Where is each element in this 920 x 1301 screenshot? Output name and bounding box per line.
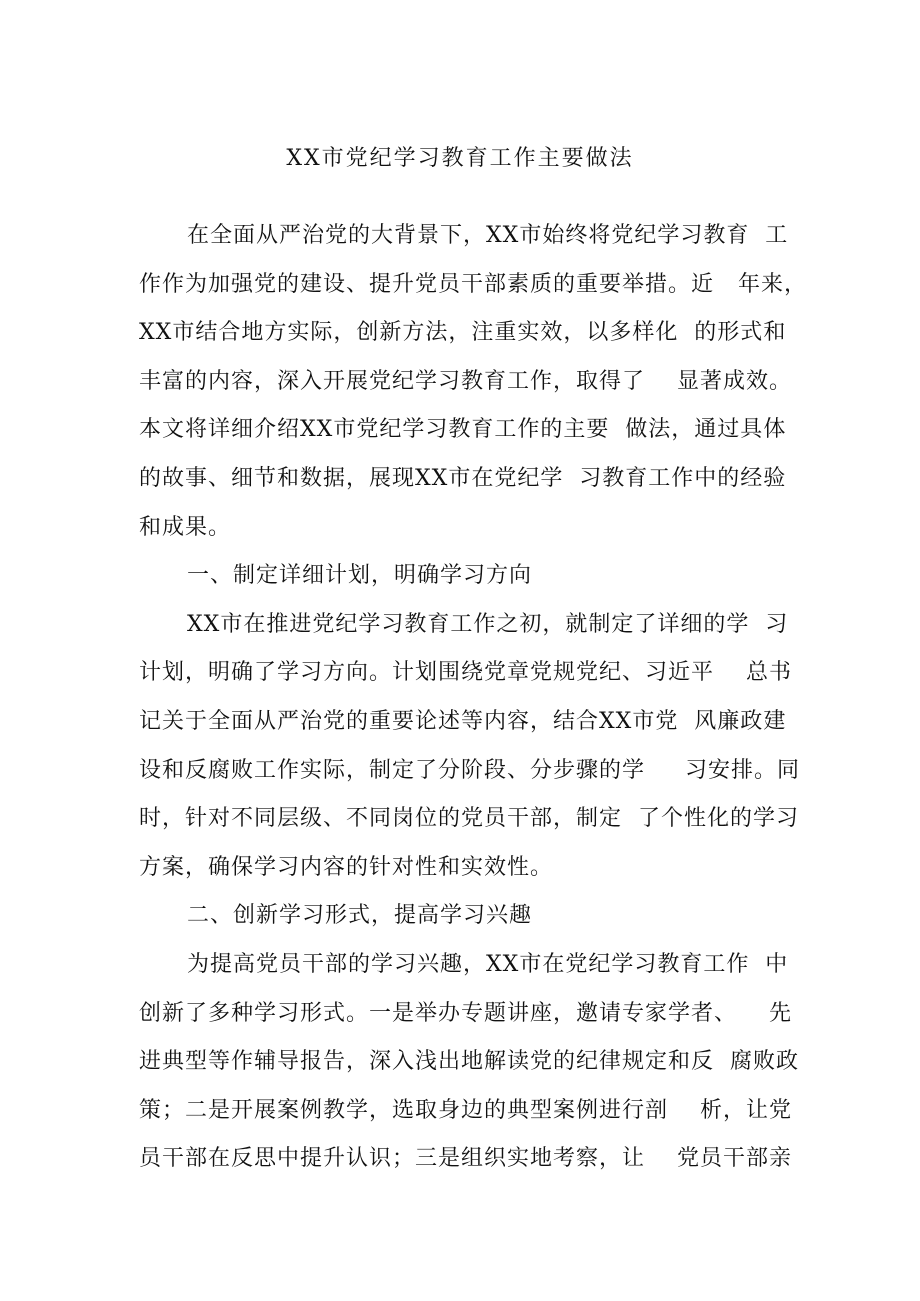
text-line: 和成果。 (139, 514, 232, 540)
text-line: 策；二是开展案例教学，选取身边的典型案例进行剖 析，让党 (139, 1097, 792, 1123)
text-line: 方案，确保学习内容的针对性和实效性。 (139, 854, 554, 880)
text-line: 记关于全面从严治党的重要论述等内容，结合XX市党 风廉政建 (139, 708, 787, 734)
text-line: 进典型等作辅导报告，深入浅出地解读党的纪律规定和反 腐败政 (139, 1049, 799, 1075)
text-line: 在全面从严治党的大背景下，XX市始终将党纪学习教育 工 (187, 223, 789, 248)
document-title: XX市党纪学习教育工作主要做法 (286, 146, 634, 171)
text-line: 丰富的内容，深入开展党纪学习教育工作，取得了 显著成效。 (139, 368, 792, 394)
text-line: 二、创新学习形式，提高学习兴趣 (187, 903, 533, 929)
text-line: 作作为加强党的建设、提升党员干部素质的重要举措。近 年来， (139, 271, 807, 297)
text-line: 为提高党员干部的学习兴趣，XX市在党纪学习教育工作 中 (187, 951, 789, 977)
text-line: XX市在推进党纪学习教育工作之初，就制定了详细的学 习 (187, 611, 789, 637)
text-line: 的故事、细节和数据，展现XX市在党纪学 习教育工作中的经验 (139, 465, 787, 491)
text-line: 员干部在反思中提升认识；三是组织实地考察，让 党员干部亲 (139, 1146, 792, 1172)
text-line: 设和反腐败工作实际，制定了分阶段、分步骤的学 习安排。同 (139, 757, 800, 783)
text-line: 一、制定详细计划，明确学习方向 (187, 563, 533, 589)
text-line: 计划，明确了学习方向。计划围绕党章党规党纪、习近平 总书 (139, 660, 792, 686)
text-line: 创新了多种学习形式。一是举办专题讲座，邀请专家学者、 先 (139, 1000, 792, 1026)
text-line: XX市结合地方实际，创新方法，注重实效，以多样化 的形式和 (139, 320, 787, 346)
text-line: 本文将详细介绍XX市党纪学习教育工作的主要 做法，通过具体 (139, 417, 787, 443)
text-line: 时，针对不同层级、不同岗位的党员干部，制定 了个性化的学习 (139, 806, 799, 832)
document-body (139, 212, 807, 1184)
